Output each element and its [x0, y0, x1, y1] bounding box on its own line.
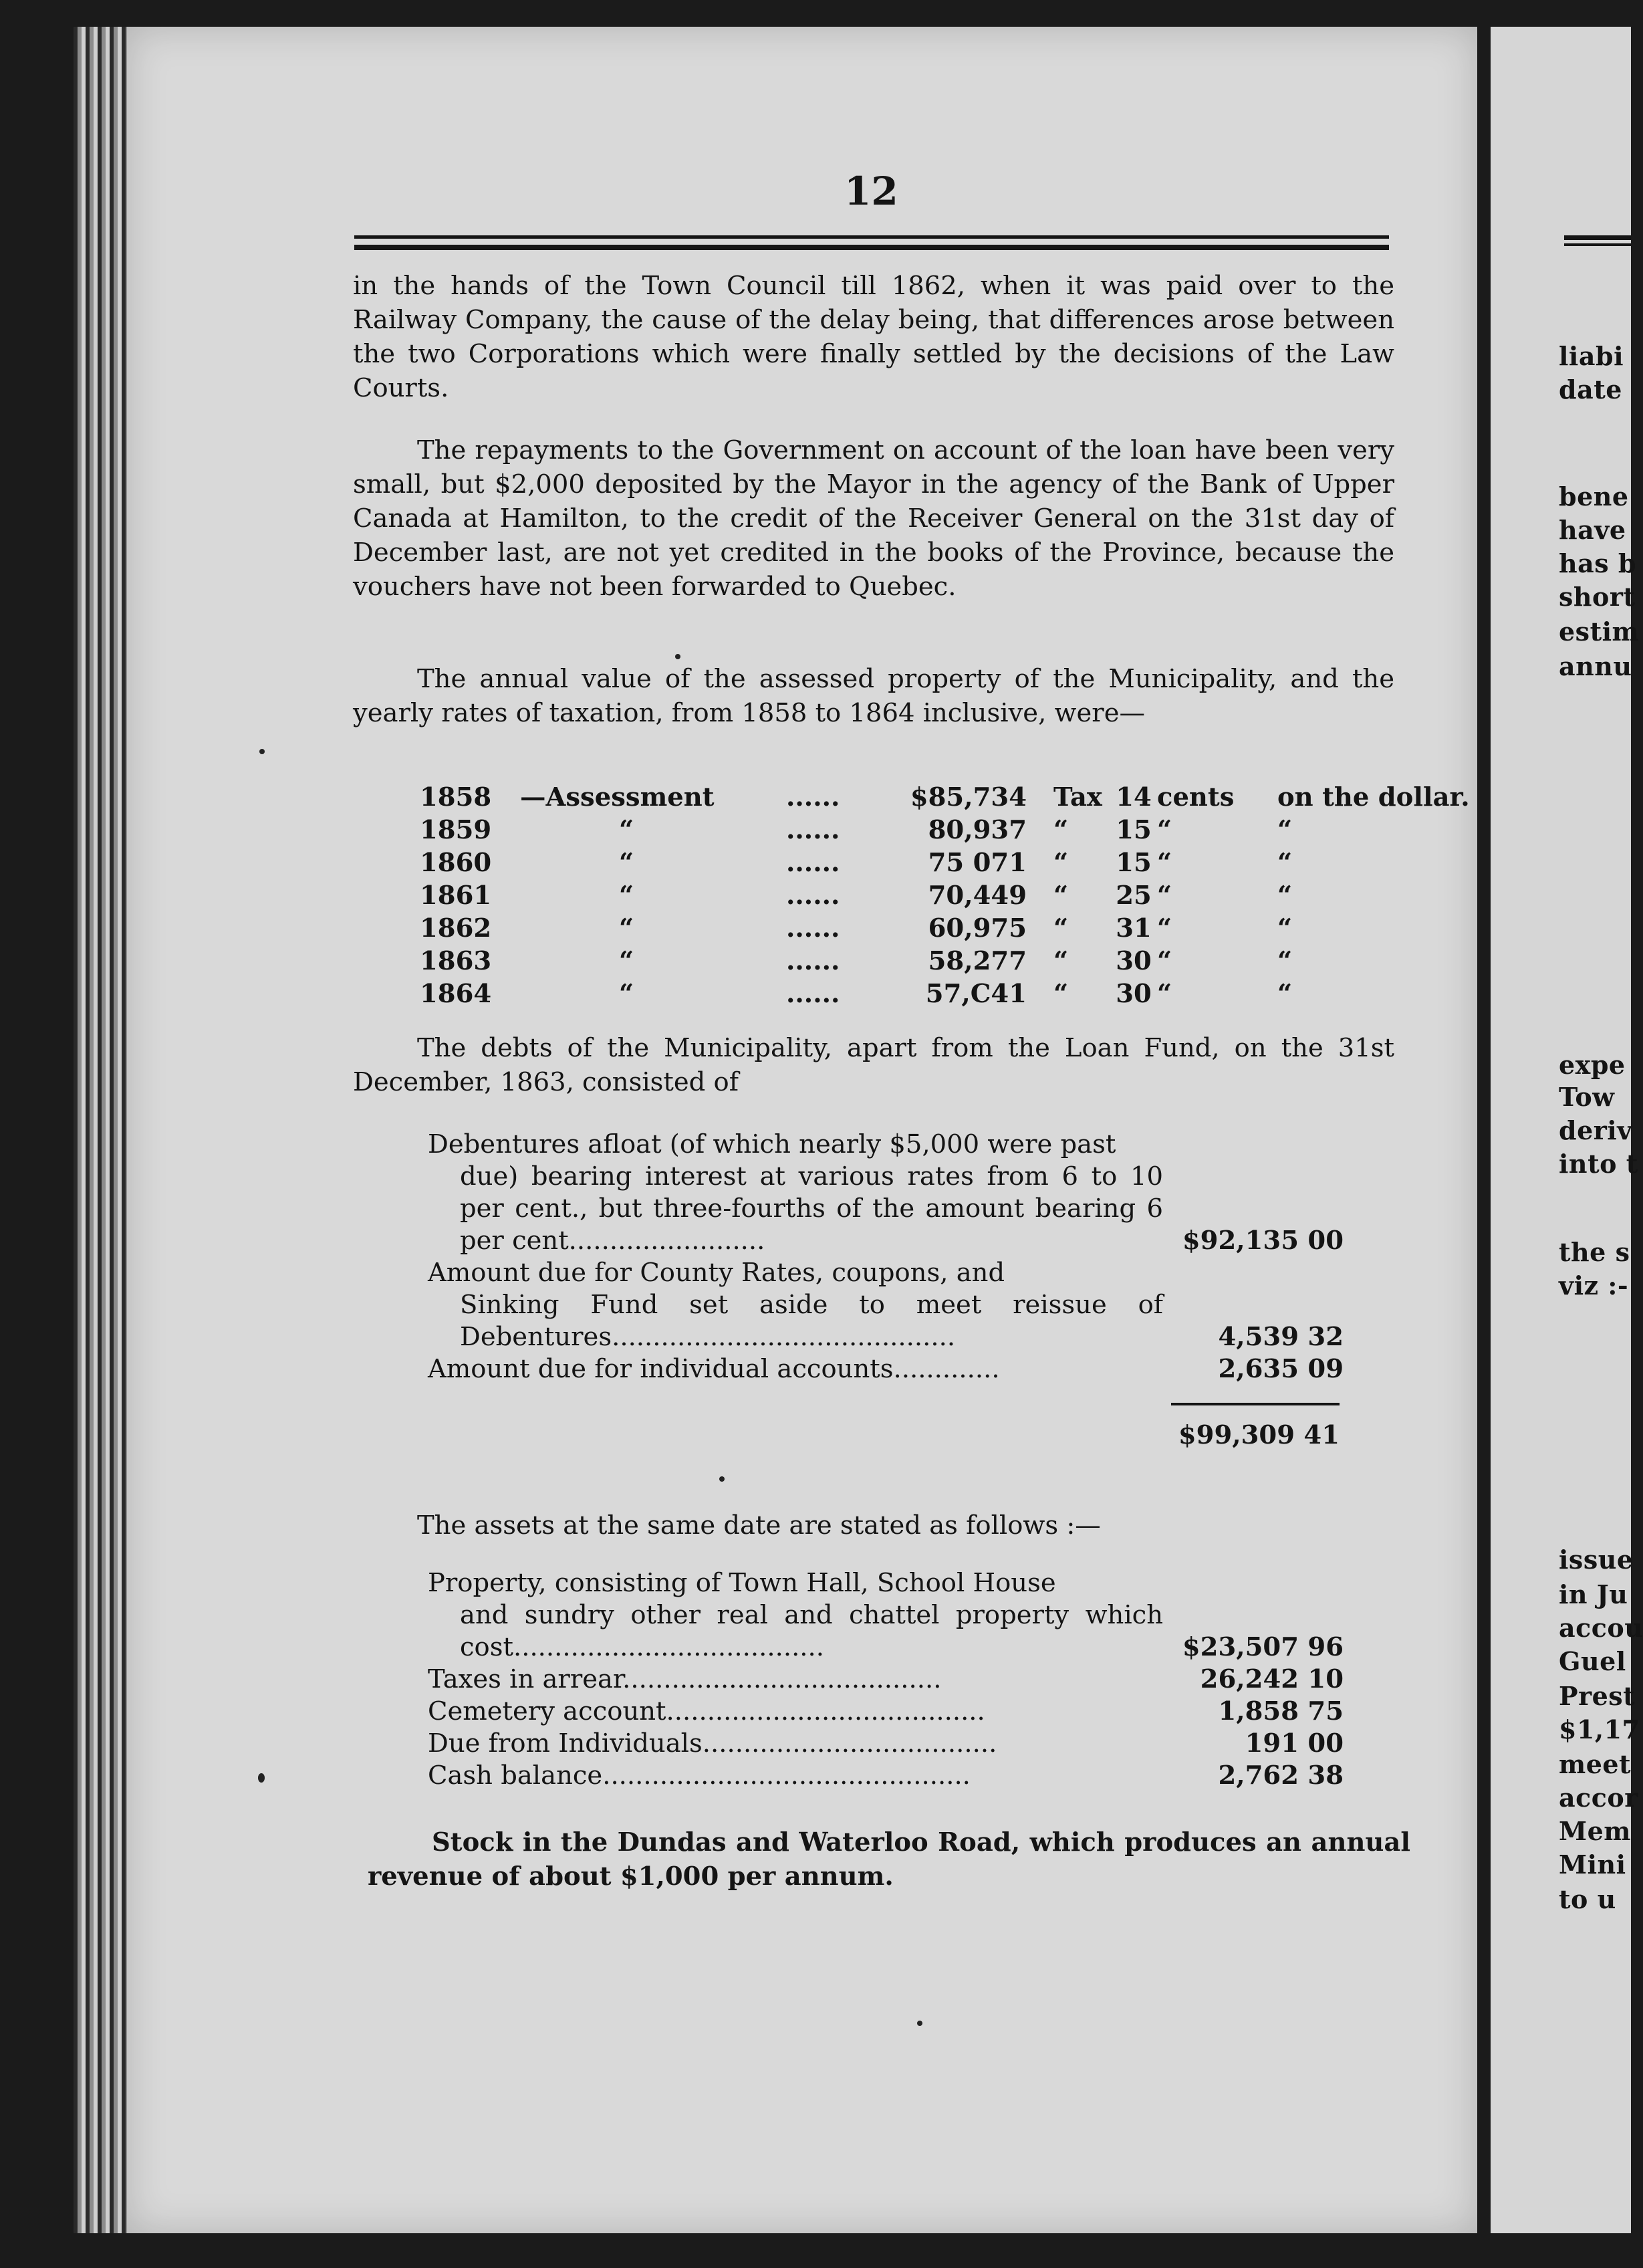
header-rule-top: [354, 235, 1389, 239]
assets-line-first: Cemetery account.......................................: [428, 1696, 985, 1726]
rate-cell: 25: [1116, 881, 1152, 911]
assets-amount: 2,762 38: [1218, 1761, 1344, 1791]
adjacent-page-fragment: short: [1559, 582, 1636, 612]
stock-paragraph: Stock in the Dundas and Waterloo Road, which produces an annual revenue of about $1,000 per annum.: [368, 1827, 1410, 1892]
debts-total: $99,309 41: [1178, 1420, 1340, 1450]
cents-cell: “: [1157, 815, 1172, 845]
adjacent-page-fragment: Guel: [1559, 1646, 1626, 1676]
rate-cell: 15: [1116, 848, 1152, 878]
print-speck: [675, 654, 680, 659]
assessment-row: [420, 781, 1470, 814]
adjacent-page-rule: [1564, 243, 1631, 246]
rest-cell: “: [1277, 946, 1293, 976]
cents-cell: “: [1157, 979, 1172, 1009]
year-cell: 1861: [420, 881, 492, 911]
label-cell: “: [619, 881, 634, 911]
leader-cell: ......: [786, 881, 840, 911]
debts-line-first: Amount due for individual accounts.............: [428, 1354, 1000, 1384]
debts-ledger: [428, 1129, 1344, 1385]
assets-line-first: Due from Individuals....................................: [428, 1728, 997, 1759]
rate-cell: 31: [1116, 913, 1152, 943]
tax-cell: “: [1053, 913, 1069, 943]
print-speck: [259, 749, 265, 754]
debts-line-continued: Sinking Fund set aside to meet reissue of Debentures..........................................: [460, 1290, 1163, 1352]
label-cell: —Assessment: [520, 782, 715, 812]
adjacent-page-fragment: the s: [1559, 1237, 1630, 1267]
rest-cell: on the dollar.: [1277, 782, 1470, 812]
assessment-amount-cell: 75 071: [928, 848, 1027, 878]
assessment-intro: The annual value of the assessed property of the Municipality, and the yearly rates of taxation, from 1858 to 1864 inclusive, were—: [353, 664, 1394, 728]
debts-description: [428, 1257, 1163, 1353]
assets-line-continued: and sundry other real and chattel property which cost......................................: [460, 1600, 1163, 1662]
adjacent-page-fragment: $1,17: [1559, 1714, 1640, 1744]
assets-description: [428, 1567, 1163, 1664]
header-rule-bottom: [354, 245, 1389, 250]
assets-item: [428, 1567, 1344, 1664]
assessment-amount-cell: 70,449: [928, 881, 1027, 911]
adjacent-page-fragment: to u: [1559, 1884, 1616, 1914]
print-speck: [258, 1773, 265, 1783]
debts-amount: $92,135 00: [1182, 1226, 1344, 1256]
adjacent-page-fragment: liabi: [1559, 341, 1624, 371]
rate-cell: 14: [1116, 782, 1152, 812]
assets-item: [428, 1696, 1344, 1728]
assets-item: [428, 1728, 1344, 1760]
assessment-row: [420, 879, 1470, 912]
label-cell: “: [619, 979, 634, 1009]
assets-description: [428, 1664, 1163, 1696]
assessment-amount-cell: 60,975: [928, 913, 1027, 943]
adjacent-page-fragment: deriv: [1559, 1115, 1632, 1145]
adjacent-page-fragment: have: [1559, 515, 1626, 545]
adjacent-page-fragment: bene: [1559, 481, 1629, 512]
cents-cell: “: [1157, 913, 1172, 943]
assessment-amount-cell: 57,C41: [925, 979, 1027, 1009]
assets-description: [428, 1760, 1163, 1792]
book-spine: [74, 27, 127, 2233]
debts-description: [428, 1353, 1163, 1385]
adjacent-page-fragment: viz :-: [1559, 1270, 1629, 1300]
rest-cell: “: [1277, 979, 1293, 1009]
cents-cell: “: [1157, 946, 1172, 976]
assets-amount: 26,242 10: [1200, 1664, 1344, 1694]
adjacent-page-fragment: Mini: [1559, 1849, 1626, 1880]
tax-cell: Tax: [1053, 782, 1102, 812]
tax-cell: “: [1053, 881, 1069, 911]
label-cell: “: [619, 848, 634, 878]
assets-amount: 1,858 75: [1218, 1696, 1344, 1726]
assets-item: [428, 1664, 1344, 1696]
adjacent-page-fragment: date: [1559, 374, 1622, 405]
adjacent-page-fragment: into t: [1559, 1149, 1638, 1179]
debts-line-first: Debentures afloat (of which nearly $5,000 were past: [428, 1129, 1116, 1159]
print-speck: [917, 2021, 922, 2026]
tax-cell: “: [1053, 979, 1069, 1009]
label-cell: “: [619, 946, 634, 976]
label-cell: “: [619, 815, 634, 845]
debts-amount: 4,539 32: [1218, 1322, 1344, 1352]
debts-item: [428, 1353, 1344, 1385]
assessment-amount-cell: 80,937: [928, 815, 1027, 845]
rate-cell: 30: [1116, 946, 1152, 976]
assets-amount: 191 00: [1245, 1728, 1344, 1759]
assessment-row: [420, 846, 1470, 879]
adjacent-page-fragment: accor: [1559, 1783, 1638, 1813]
tax-cell: “: [1053, 815, 1069, 845]
adjacent-page-fragment: has b: [1559, 548, 1636, 578]
adjacent-page-fragment: Prest: [1559, 1681, 1636, 1711]
cents-cell: “: [1157, 848, 1172, 878]
adjacent-page-fragment: in Ju: [1559, 1579, 1628, 1609]
adjacent-page-fragment: accou: [1559, 1613, 1643, 1643]
rate-cell: 30: [1116, 979, 1152, 1009]
tax-cell: “: [1053, 848, 1069, 878]
leader-cell: ......: [786, 979, 840, 1009]
rest-cell: “: [1277, 848, 1293, 878]
assessment-row: [420, 945, 1470, 978]
rate-cell: 15: [1116, 815, 1152, 845]
assessment-table: [420, 781, 1470, 1010]
cents-cell: “: [1157, 881, 1172, 911]
leader-cell: ......: [786, 848, 840, 878]
leader-cell: ......: [786, 782, 840, 812]
year-cell: 1864: [420, 979, 492, 1009]
leader-cell: ......: [786, 913, 840, 943]
year-cell: 1858: [420, 782, 492, 812]
adjacent-page-fragment: Mem: [1559, 1816, 1631, 1846]
assets-description: [428, 1728, 1163, 1760]
assessment-amount-cell: $85,734: [910, 782, 1027, 812]
year-cell: 1859: [420, 815, 492, 845]
rest-cell: “: [1277, 815, 1293, 845]
adjacent-page-fragment: meet: [1559, 1749, 1632, 1779]
assessment-row: [420, 978, 1470, 1010]
leader-cell: ......: [786, 815, 840, 845]
adjacent-page-fragment: Tow: [1559, 1082, 1615, 1112]
adjacent-page-rule: [1564, 235, 1631, 240]
rest-cell: “: [1277, 913, 1293, 943]
debts-item: [428, 1129, 1344, 1257]
leader-cell: ......: [786, 946, 840, 976]
adjacent-page-fragment: annu: [1559, 651, 1632, 681]
adjacent-page-fragment: expe: [1559, 1050, 1626, 1080]
tax-cell: “: [1053, 946, 1069, 976]
year-cell: 1863: [420, 946, 492, 976]
debts-description: [428, 1129, 1163, 1257]
assets-line-first: Taxes in arrear.......................................: [428, 1664, 942, 1694]
assessment-row: [420, 912, 1470, 945]
year-cell: 1860: [420, 848, 492, 878]
adjacent-page-fragment: estim: [1559, 616, 1640, 647]
assets-ledger: [428, 1567, 1344, 1792]
debts-intro: The debts of the Municipality, apart from the Loan Fund, on the 31st December, 1863, consisted of: [353, 1033, 1394, 1097]
assets-intro: The assets at the same date are stated as follows :—: [417, 1510, 1101, 1541]
debts-total-rule: [1171, 1403, 1340, 1405]
adjacent-page-fragment: issue: [1559, 1545, 1634, 1575]
repayments-paragraph: The repayments to the Government on account of the loan have been very small, but $2,000 deposited by the Mayor in the agency of the Bank of Upper Canada at Hamilton, to the credit of the Receiver General on the 31st day of December last, are not yet credited in the books of the Province, because the vouchers have not been forwarded to Quebec.: [353, 435, 1394, 602]
cents-cell: cents: [1157, 782, 1235, 812]
print-speck: [719, 1476, 725, 1482]
label-cell: “: [619, 913, 634, 943]
adjacent-page: [1491, 27, 1643, 2233]
debts-amount: 2,635 09: [1218, 1354, 1344, 1384]
debts-line-first: Amount due for County Rates, coupons, and: [428, 1258, 1005, 1288]
assets-line-first: Property, consisting of Town Hall, School House: [428, 1568, 1056, 1598]
page-number: 12: [844, 168, 898, 214]
opening-paragraph: in the hands of the Town Council till 1862, when it was paid over to the Railway Company, the cause of the delay being, that differences arose between the two Corporations which were finally settled by the decisions of the Law Courts.: [353, 271, 1394, 403]
year-cell: 1862: [420, 913, 492, 943]
assets-item: [428, 1760, 1344, 1792]
assessment-row: [420, 814, 1470, 846]
assets-line-first: Cash balance.............................................: [428, 1761, 971, 1791]
rest-cell: “: [1277, 881, 1293, 911]
assets-description: [428, 1696, 1163, 1728]
assets-amount: $23,507 96: [1182, 1632, 1344, 1662]
debts-line-continued: due) bearing interest at various rates from 6 to 10 per cent., but three-fourths of the amount bearing 6 per cent........................: [460, 1161, 1163, 1256]
debts-item: [428, 1257, 1344, 1353]
assessment-amount-cell: 58,277: [928, 946, 1027, 976]
